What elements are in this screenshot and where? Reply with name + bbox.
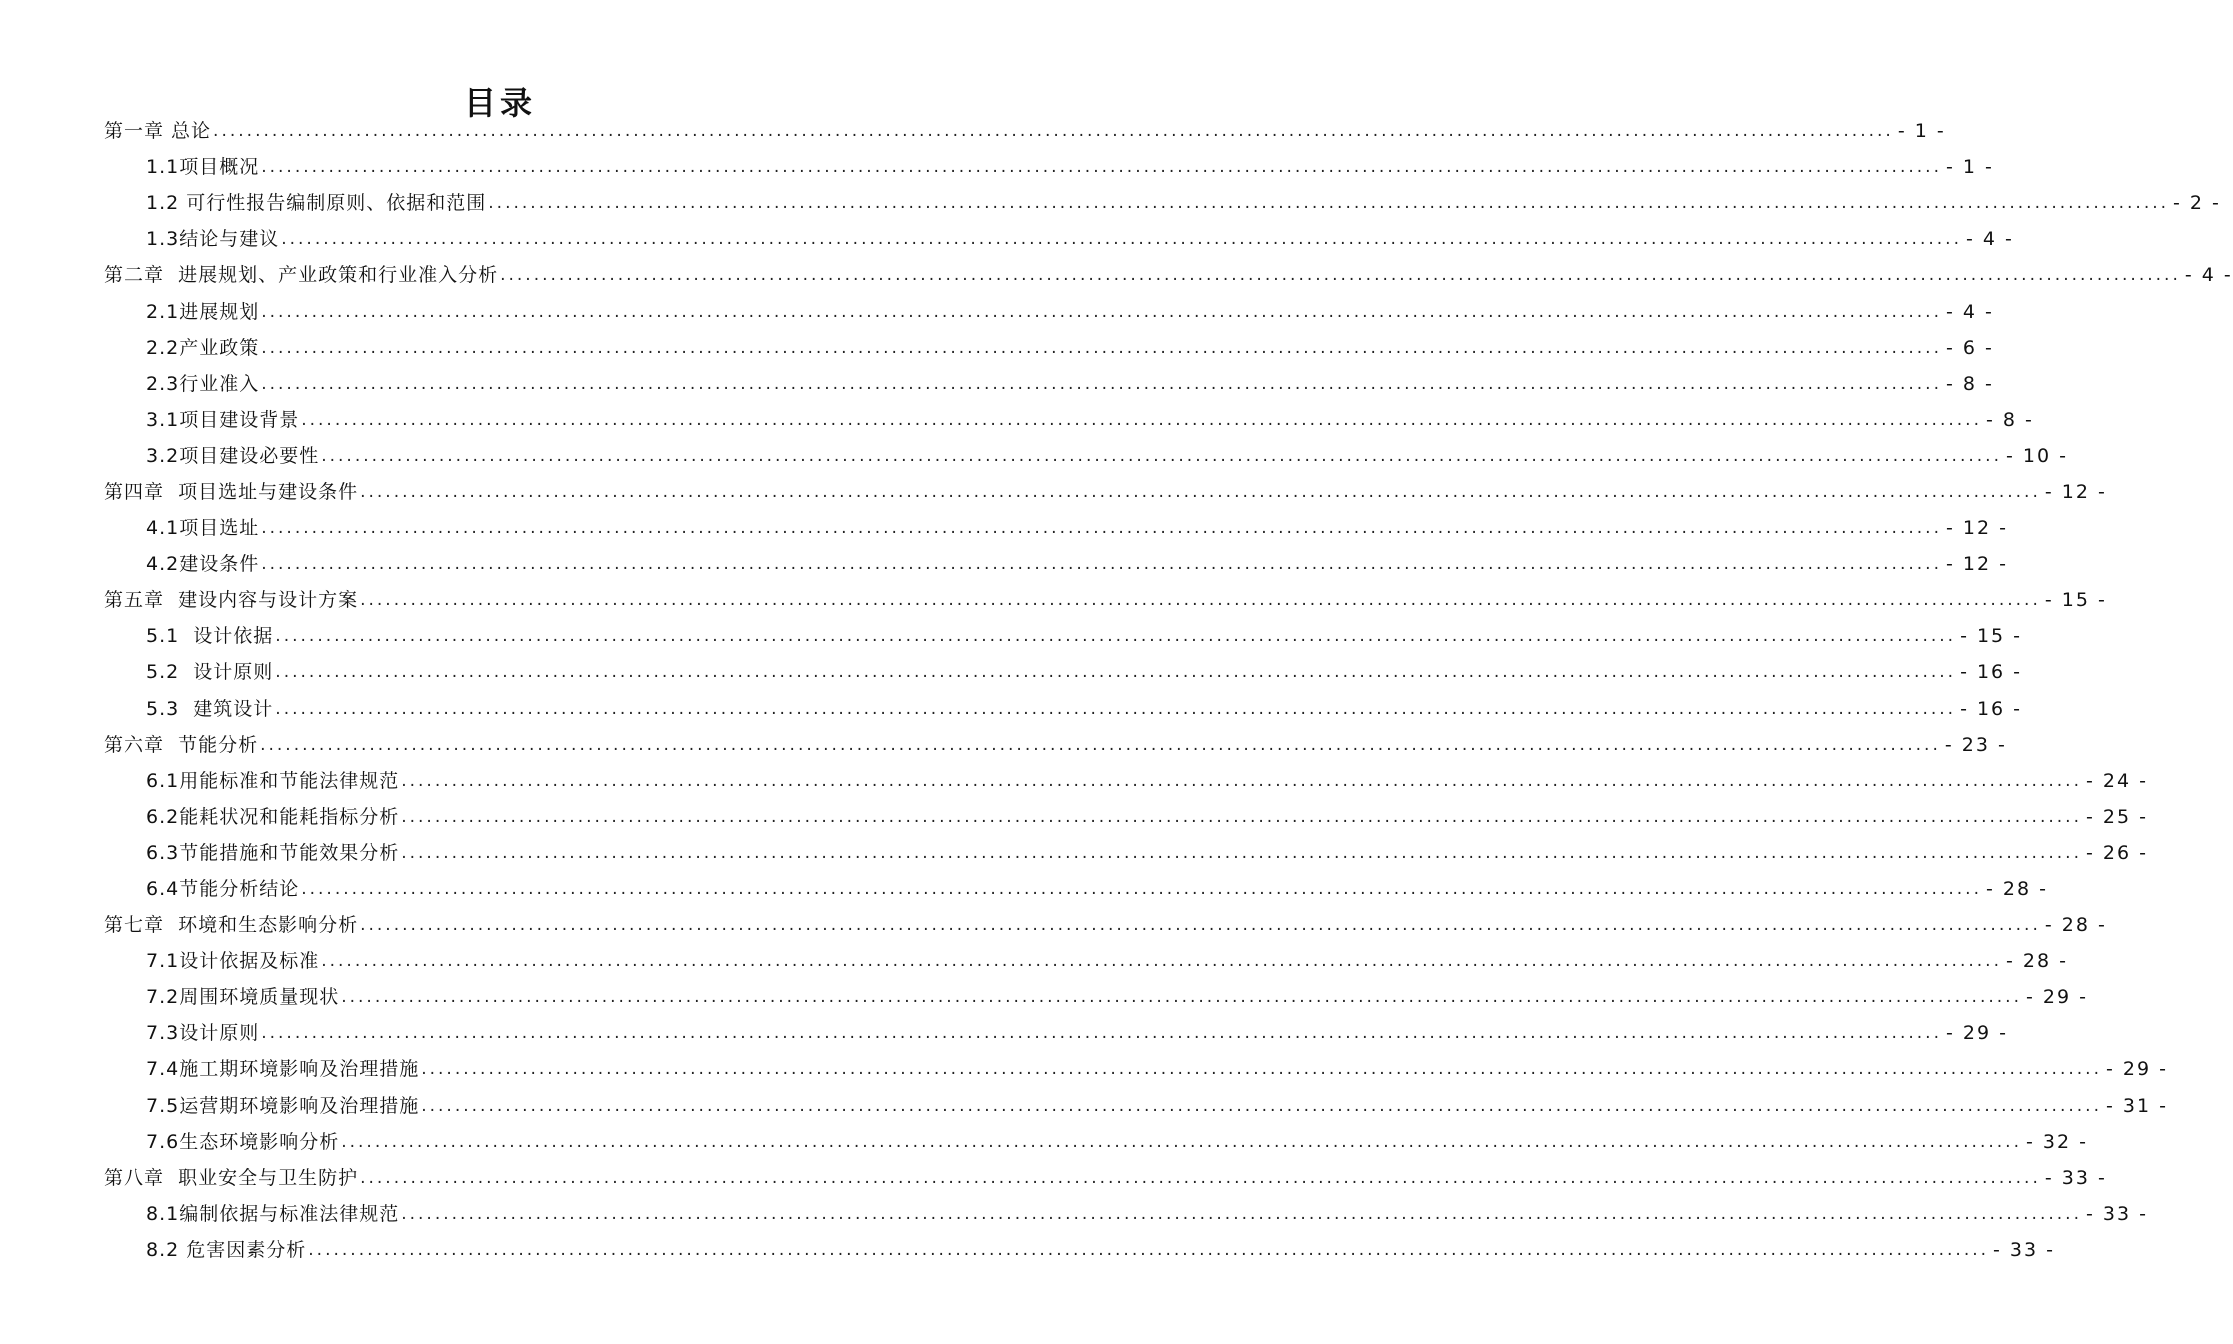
toc-dot-leader: ........................................................................................................................................................................................................ <box>360 481 2041 502</box>
toc-page-number: - 12 - <box>2044 480 2107 503</box>
toc-dot-leader: ........................................................................................................................................................................................................ <box>341 1131 2022 1152</box>
toc-section-entry[interactable] <box>0 979 2088 1015</box>
toc-entry-label: 1.3结论与建议 <box>146 228 280 251</box>
toc-dot-leader: ........................................................................................................................................................................................................ <box>261 554 1942 575</box>
toc-page-number: - 33 - <box>1993 1238 2055 1261</box>
toc-section-entry[interactable] <box>0 618 2023 654</box>
toc-section-entry[interactable] <box>0 221 2014 257</box>
toc-dot-leader: ........................................................................................................................................................................................................ <box>281 229 1962 250</box>
toc-entry-label: 5.1 设计依据 <box>146 625 274 648</box>
toc-page-number: - 23 - <box>1944 733 2007 756</box>
toc-page-number: - 26 - <box>2085 841 2148 864</box>
toc-section-entry[interactable] <box>0 799 2148 835</box>
toc-entry-label: 7.2周围环境质量现状 <box>146 986 340 1009</box>
toc-dot-leader: ........................................................................................................................................................................................................ <box>261 157 1942 178</box>
toc-dot-leader: ........................................................................................................................................................................................................ <box>401 770 2082 791</box>
toc-page-number: - 12 - <box>1945 517 2008 540</box>
toc-dot-leader: ........................................................................................................................................................................................................ <box>261 301 1942 322</box>
toc-page-number: - 8 - <box>1985 408 2034 431</box>
toc-page-number: - 12 - <box>1945 553 2008 576</box>
toc-dot-leader: ........................................................................................................................................................................................................ <box>341 987 2022 1008</box>
toc-section-entry[interactable] <box>0 402 2034 438</box>
toc-section-entry[interactable] <box>0 293 1994 329</box>
toc-chapter-entry[interactable] <box>0 474 2107 510</box>
toc-entry-label: 6.2能耗状况和能耗指标分析 <box>146 805 400 828</box>
toc-dot-leader: ........................................................................................................................................................................................................ <box>401 806 2082 827</box>
toc-section-entry[interactable] <box>0 1088 2168 1124</box>
toc-entry-label: 2.3行业准入 <box>146 372 260 395</box>
toc-entry-label: 7.1设计依据及标准 <box>146 950 320 973</box>
toc-page-number: - 29 - <box>1945 1022 2008 1045</box>
toc-section-entry[interactable] <box>0 1015 2008 1051</box>
toc-entry-label: 4.2建设条件 <box>146 553 260 576</box>
toc-dot-leader: ........................................................................................................................................................................................................ <box>301 409 1982 430</box>
toc-dot-leader: ........................................................................................................................................................................................................ <box>401 1203 2082 1224</box>
toc-chapter-entry[interactable] <box>0 1160 2107 1196</box>
toc-entry-label: 8.1编制依据与标准法律规范 <box>146 1202 400 1225</box>
toc-dot-leader: ........................................................................................................................................................................................................ <box>421 1095 2102 1116</box>
toc-page-number: - 33 - <box>2044 1166 2107 1189</box>
toc-dot-leader: ........................................................................................................................................................................................................ <box>488 193 2170 214</box>
toc-chapter-entry[interactable] <box>0 907 2107 943</box>
toc-section-entry[interactable] <box>0 1196 2148 1232</box>
toc-entry-label: 7.4施工期环境影响及治理措施 <box>146 1058 420 1081</box>
toc-section-entry[interactable] <box>0 1051 2168 1087</box>
toc-dot-leader: ........................................................................................................................................................................................................ <box>261 337 1942 358</box>
toc-entry-label: 3.1项目建设背景 <box>146 408 300 431</box>
toc-dot-leader: ........................................................................................................................................................................................................ <box>321 445 2002 466</box>
toc-page-number: - 16 - <box>1960 661 2023 684</box>
toc-dot-leader: ........................................................................................................................................................................................................ <box>275 626 1957 647</box>
toc-chapter-entry[interactable] <box>0 582 2107 618</box>
toc-page-number: - 33 - <box>2085 1202 2148 1225</box>
toc-page-number: - 10 - <box>2005 444 2068 467</box>
toc-page-number: - 1 - <box>1945 156 1994 179</box>
toc-entry-label: 3.2项目建设必要性 <box>146 444 320 467</box>
toc-page-number: - 4 - <box>1945 300 1994 323</box>
toc-section-entry[interactable] <box>0 654 2023 690</box>
toc-section-entry[interactable] <box>0 691 2023 727</box>
table-of-contents <box>0 113 2233 1268</box>
page-title: 目录 <box>463 84 536 123</box>
toc-entry-label: 7.5运营期环境影响及治理措施 <box>146 1094 420 1117</box>
toc-entry-label: 6.3节能措施和节能效果分析 <box>146 841 400 864</box>
toc-dot-leader: ........................................................................................................................................................................................................ <box>308 1239 1990 1260</box>
toc-section-entry[interactable] <box>0 510 2008 546</box>
toc-section-entry[interactable] <box>0 185 2221 221</box>
toc-section-entry[interactable] <box>0 546 2008 582</box>
toc-page-number: - 6 - <box>1945 336 1994 359</box>
toc-chapter-entry[interactable] <box>0 113 1946 149</box>
toc-chapter-entry[interactable] <box>0 727 2007 763</box>
toc-dot-leader: ........................................................................................................................................................................................................ <box>261 1023 1942 1044</box>
toc-dot-leader: ........................................................................................................................................................................................................ <box>421 1059 2102 1080</box>
toc-entry-label: 2.1进展规划 <box>146 300 260 323</box>
toc-dot-leader: ........................................................................................................................................................................................................ <box>301 879 1982 900</box>
toc-entry-label: 1.2 可行性报告编制原则、依据和范围 <box>146 192 487 215</box>
toc-entry-label: 第五章 建设内容与设计方案 <box>104 589 359 612</box>
toc-entry-label: 5.3 建筑设计 <box>146 697 274 720</box>
toc-entry-label: 第四章 项目选址与建设条件 <box>104 480 359 503</box>
toc-page-number: - 15 - <box>1960 625 2023 648</box>
toc-entry-label: 第六章 节能分析 <box>104 733 259 756</box>
toc-dot-leader: ........................................................................................................................................................................................................ <box>500 265 2181 286</box>
toc-entry-label: 第二章 进展规划、产业政策和行业准入分析 <box>104 264 499 287</box>
toc-section-entry[interactable] <box>0 366 1994 402</box>
toc-dot-leader: ........................................................................................................................................................................................................ <box>261 518 1942 539</box>
toc-dot-leader: ........................................................................................................................................................................................................ <box>360 915 2041 936</box>
toc-section-entry[interactable] <box>0 835 2148 871</box>
toc-entry-label: 7.6生态环境影响分析 <box>146 1130 340 1153</box>
toc-page-number: - 28 - <box>2005 950 2068 973</box>
toc-dot-leader: ........................................................................................................................................................................................................ <box>360 1167 2041 1188</box>
toc-entry-label: 4.1项目选址 <box>146 517 260 540</box>
toc-dot-leader: ........................................................................................................................................................................................................ <box>213 121 1894 142</box>
toc-entry-label: 8.2 危害因素分析 <box>146 1238 307 1261</box>
toc-entry-label: 2.2产业政策 <box>146 336 260 359</box>
toc-page-number: - 28 - <box>1985 878 2048 901</box>
toc-section-entry[interactable] <box>0 149 1994 185</box>
toc-page-number: - 29 - <box>2025 986 2088 1009</box>
toc-page-number: - 8 - <box>1945 372 1994 395</box>
toc-page-number: - 29 - <box>2105 1058 2168 1081</box>
toc-page-number: - 16 - <box>1960 697 2023 720</box>
toc-entry-label: 1.1项目概况 <box>146 156 260 179</box>
toc-page-number: - 25 - <box>2085 805 2148 828</box>
toc-entry-label: 第一章 总论 <box>104 120 212 143</box>
toc-dot-leader: ........................................................................................................................................................................................................ <box>321 951 2002 972</box>
toc-page-number: - 4 - <box>1965 228 2014 251</box>
toc-section-entry[interactable] <box>0 1232 2055 1268</box>
toc-dot-leader: ........................................................................................................................................................................................................ <box>401 842 2082 863</box>
toc-page-number: - 31 - <box>2105 1094 2168 1117</box>
toc-page-number: - 24 - <box>2085 769 2148 792</box>
toc-page-number: - 32 - <box>2025 1130 2088 1153</box>
toc-page-number: - 1 - <box>1897 120 1946 143</box>
toc-entry-label: 7.3设计原则 <box>146 1022 260 1045</box>
toc-section-entry[interactable] <box>0 1124 2088 1160</box>
toc-dot-leader: ........................................................................................................................................................................................................ <box>275 662 1957 683</box>
toc-entry-label: 6.4节能分析结论 <box>146 878 300 901</box>
toc-dot-leader: ........................................................................................................................................................................................................ <box>360 590 2041 611</box>
toc-entry-label: 6.1用能标准和节能法律规范 <box>146 769 400 792</box>
toc-page-number: - 28 - <box>2044 914 2107 937</box>
toc-page-number: - 2 - <box>2173 192 2221 215</box>
toc-entry-label: 5.2 设计原则 <box>146 661 274 684</box>
toc-section-entry[interactable] <box>0 763 2148 799</box>
toc-page-number: - 4 - <box>2184 264 2233 287</box>
toc-section-entry[interactable] <box>0 330 1994 366</box>
toc-section-entry[interactable] <box>0 943 2068 979</box>
toc-entry-label: 第七章 环境和生态影响分析 <box>104 914 359 937</box>
toc-dot-leader: ........................................................................................................................................................................................................ <box>260 734 1941 755</box>
toc-section-entry[interactable] <box>0 438 2068 474</box>
toc-section-entry[interactable] <box>0 871 2048 907</box>
toc-dot-leader: ........................................................................................................................................................................................................ <box>261 373 1942 394</box>
toc-entry-label: 第八章 职业安全与卫生防护 <box>104 1166 359 1189</box>
toc-dot-leader: ........................................................................................................................................................................................................ <box>275 698 1957 719</box>
toc-page-number: - 15 - <box>2044 589 2107 612</box>
toc-chapter-entry[interactable] <box>0 257 2233 293</box>
